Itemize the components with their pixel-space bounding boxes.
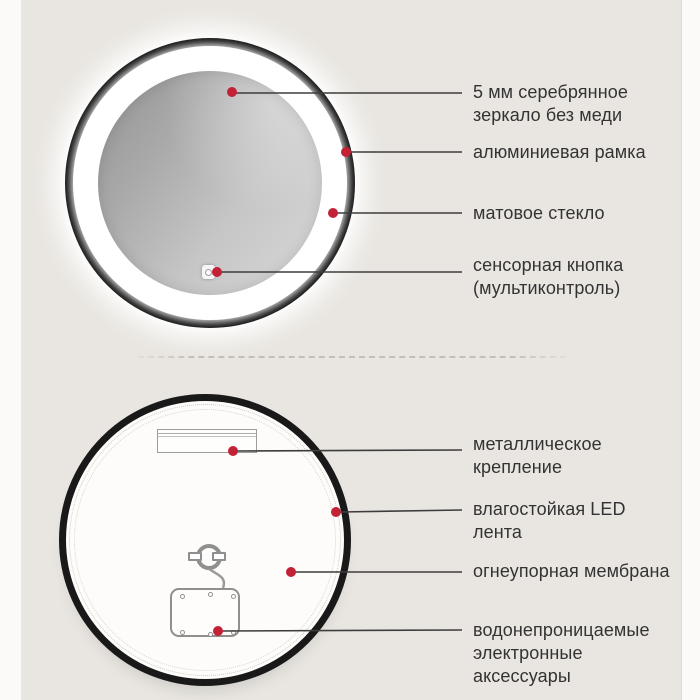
screw-icon xyxy=(231,630,236,635)
separator-dashed-line xyxy=(128,356,576,358)
screw-icon xyxy=(208,632,213,637)
bracket-rail-line xyxy=(158,436,256,437)
callout-label-fireproof-membrane xyxy=(473,560,683,583)
callout-label-waterproof-electronics xyxy=(473,619,683,688)
callout-label-led-strip xyxy=(473,498,683,544)
label-line: влагостойкая LED xyxy=(473,499,626,519)
bracket-rail-line xyxy=(158,433,256,434)
mirror-glass xyxy=(98,71,322,295)
screw-icon xyxy=(180,630,185,635)
label-line: электронные xyxy=(473,643,583,663)
screw-icon xyxy=(231,594,236,599)
label-line: крепление xyxy=(473,457,563,477)
callout-label-touch-button xyxy=(473,254,683,300)
callout-label-metal-mount xyxy=(473,433,683,479)
label-line: огнеупорная мембрана xyxy=(473,561,670,581)
label-line: лента xyxy=(473,522,523,542)
label-line: зеркало без меди xyxy=(473,105,623,125)
callout-label-aluminum-frame xyxy=(473,141,683,164)
label-line: аксессуары xyxy=(473,666,571,686)
screw-icon xyxy=(180,594,185,599)
mirror-front-view xyxy=(65,38,355,328)
label-line: 5 мм серебрянное xyxy=(473,82,628,102)
callout-label-matte-glass xyxy=(473,202,683,225)
label-line: матовое стекло xyxy=(473,203,605,223)
screw-icon xyxy=(208,592,213,597)
label-line: металлическое xyxy=(473,434,602,454)
cable-gland-tab-right xyxy=(212,552,226,561)
label-line: (мультиконтроль) xyxy=(473,278,621,298)
label-line: сенсорная кнопка xyxy=(473,255,624,275)
callout-label-silver-mirror xyxy=(473,81,683,127)
cable-gland-tab-left xyxy=(188,552,202,561)
electronics-junction-box xyxy=(170,588,240,637)
label-line: водонепроницаемые xyxy=(473,620,650,640)
mounting-bracket xyxy=(157,429,257,453)
touch-button-icon xyxy=(202,265,215,279)
touch-button-dot-icon xyxy=(205,269,212,276)
label-line: алюминиевая рамка xyxy=(473,142,646,162)
